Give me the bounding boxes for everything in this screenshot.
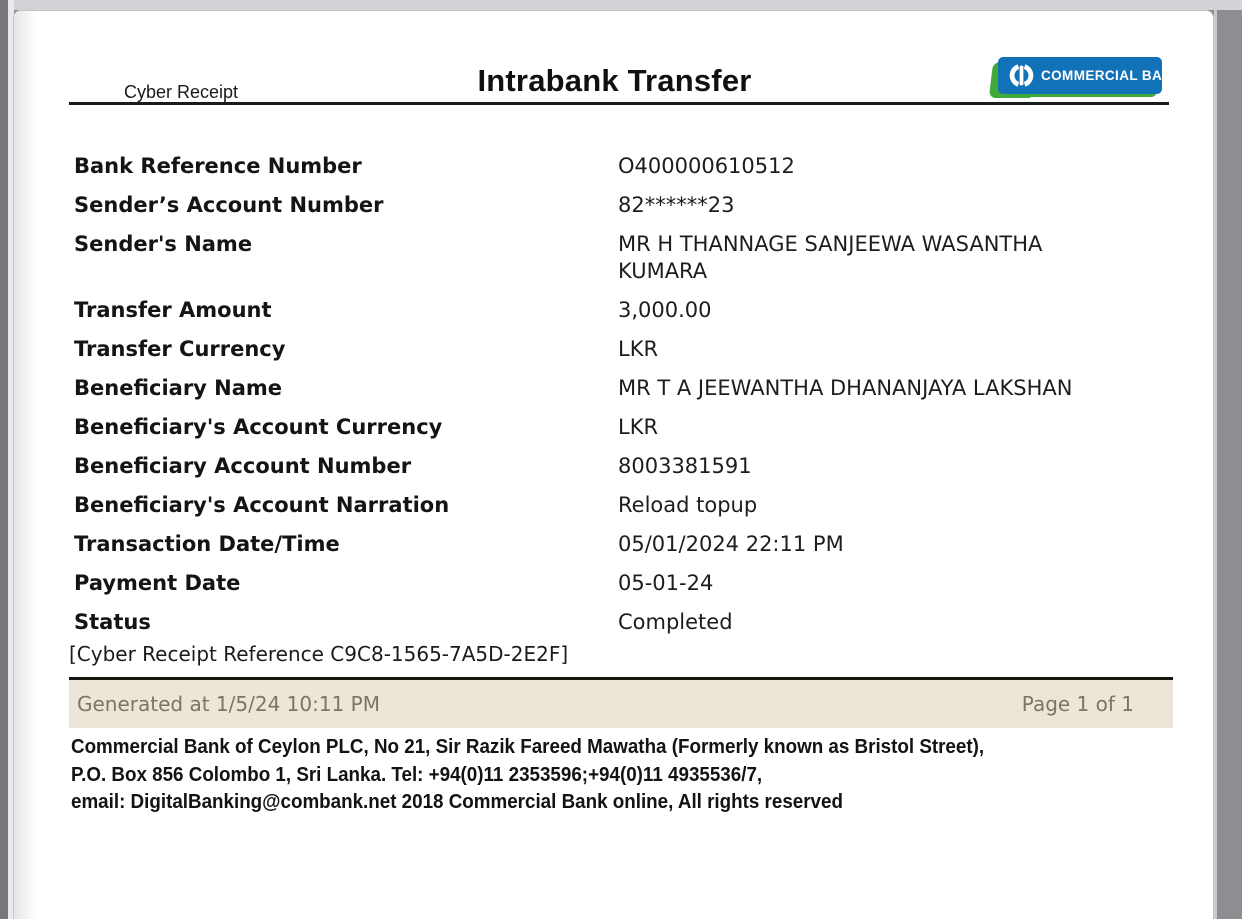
field-value: Reload topup bbox=[618, 493, 758, 517]
logo-plate bbox=[998, 57, 1183, 94]
field-label: Sender's Name bbox=[74, 232, 253, 256]
field-label: Status bbox=[74, 610, 151, 634]
field-value: 05/01/2024 22:11 PM bbox=[618, 532, 844, 556]
page-title: Intrabank Transfer bbox=[477, 63, 752, 98]
receipt-page[interactable] bbox=[13, 10, 1214, 919]
field-label: Beneficiary's Account Currency bbox=[74, 415, 443, 439]
field-label: Transfer Currency bbox=[74, 337, 286, 361]
receipt-fields bbox=[74, 153, 1110, 636]
page-right-shadow bbox=[1214, 10, 1217, 919]
field-value: Completed bbox=[618, 610, 733, 634]
generated-at-text: Generated at 1/5/24 10:11 PM bbox=[77, 692, 380, 716]
footer-line-3: email: DigitalBanking@combank.net 2018 Commercial Bank online, All rights reserved bbox=[71, 791, 843, 813]
doc-type-label: Cyber Receipt bbox=[124, 82, 239, 102]
field-label: Payment Date bbox=[74, 571, 241, 595]
cyber-receipt-reference: [Cyber Receipt Reference C9C8-1565-7A5D-2E2F] bbox=[69, 642, 569, 666]
field-label: Transaction Date/Time bbox=[74, 532, 340, 556]
viewer-top-band bbox=[0, 0, 1242, 10]
bank-emblem-icon bbox=[1009, 63, 1034, 88]
field-value: O400000610512 bbox=[618, 154, 795, 178]
page-indicator: Page 1 of 1 bbox=[1021, 692, 1134, 716]
field-value: 3,000.00 bbox=[618, 298, 712, 322]
field-value: 8003381591 bbox=[618, 454, 752, 478]
field-label: Beneficiary Account Number bbox=[74, 454, 412, 478]
field-value: MR T A JEEWANTHA DHANANJAYA LAKSHAN bbox=[618, 376, 1073, 400]
page-left-shade bbox=[14, 11, 36, 919]
field-label: Beneficiary Name bbox=[74, 376, 283, 400]
commercial-bank-logo bbox=[991, 57, 1183, 100]
footer-line-1: Commercial Bank of Ceylon PLC, No 21, Sir Razik Fareed Mawatha (Formerly known as Bristol Street), bbox=[71, 736, 985, 758]
field-value: 05-01-24 bbox=[618, 571, 714, 595]
footer-line-2: P.O. Box 856 Colombo 1, Sri Lanka. Tel: +94(0)11 2353596;+94(0)11 4935536/7, bbox=[71, 763, 763, 786]
header-divider bbox=[69, 102, 1169, 105]
field-value: 82******23 bbox=[618, 193, 735, 217]
field-label: Bank Reference Number bbox=[74, 154, 362, 178]
field-value: MR H THANNAGE SANJEEWA WASANTHA KUMARA bbox=[618, 232, 1043, 283]
bank-name-text: COMMERCIAL BANK bbox=[1041, 68, 1183, 83]
field-value: LKR bbox=[618, 415, 659, 439]
field-label: Beneficiary's Account Narration bbox=[74, 493, 450, 517]
field-label: Transfer Amount bbox=[74, 298, 272, 322]
field-value: LKR bbox=[618, 337, 659, 361]
bank-footer bbox=[71, 734, 984, 817]
field-label: Sender’s Account Number bbox=[74, 193, 384, 217]
viewer-left-edge bbox=[0, 0, 8, 919]
generated-bar bbox=[69, 680, 1173, 728]
